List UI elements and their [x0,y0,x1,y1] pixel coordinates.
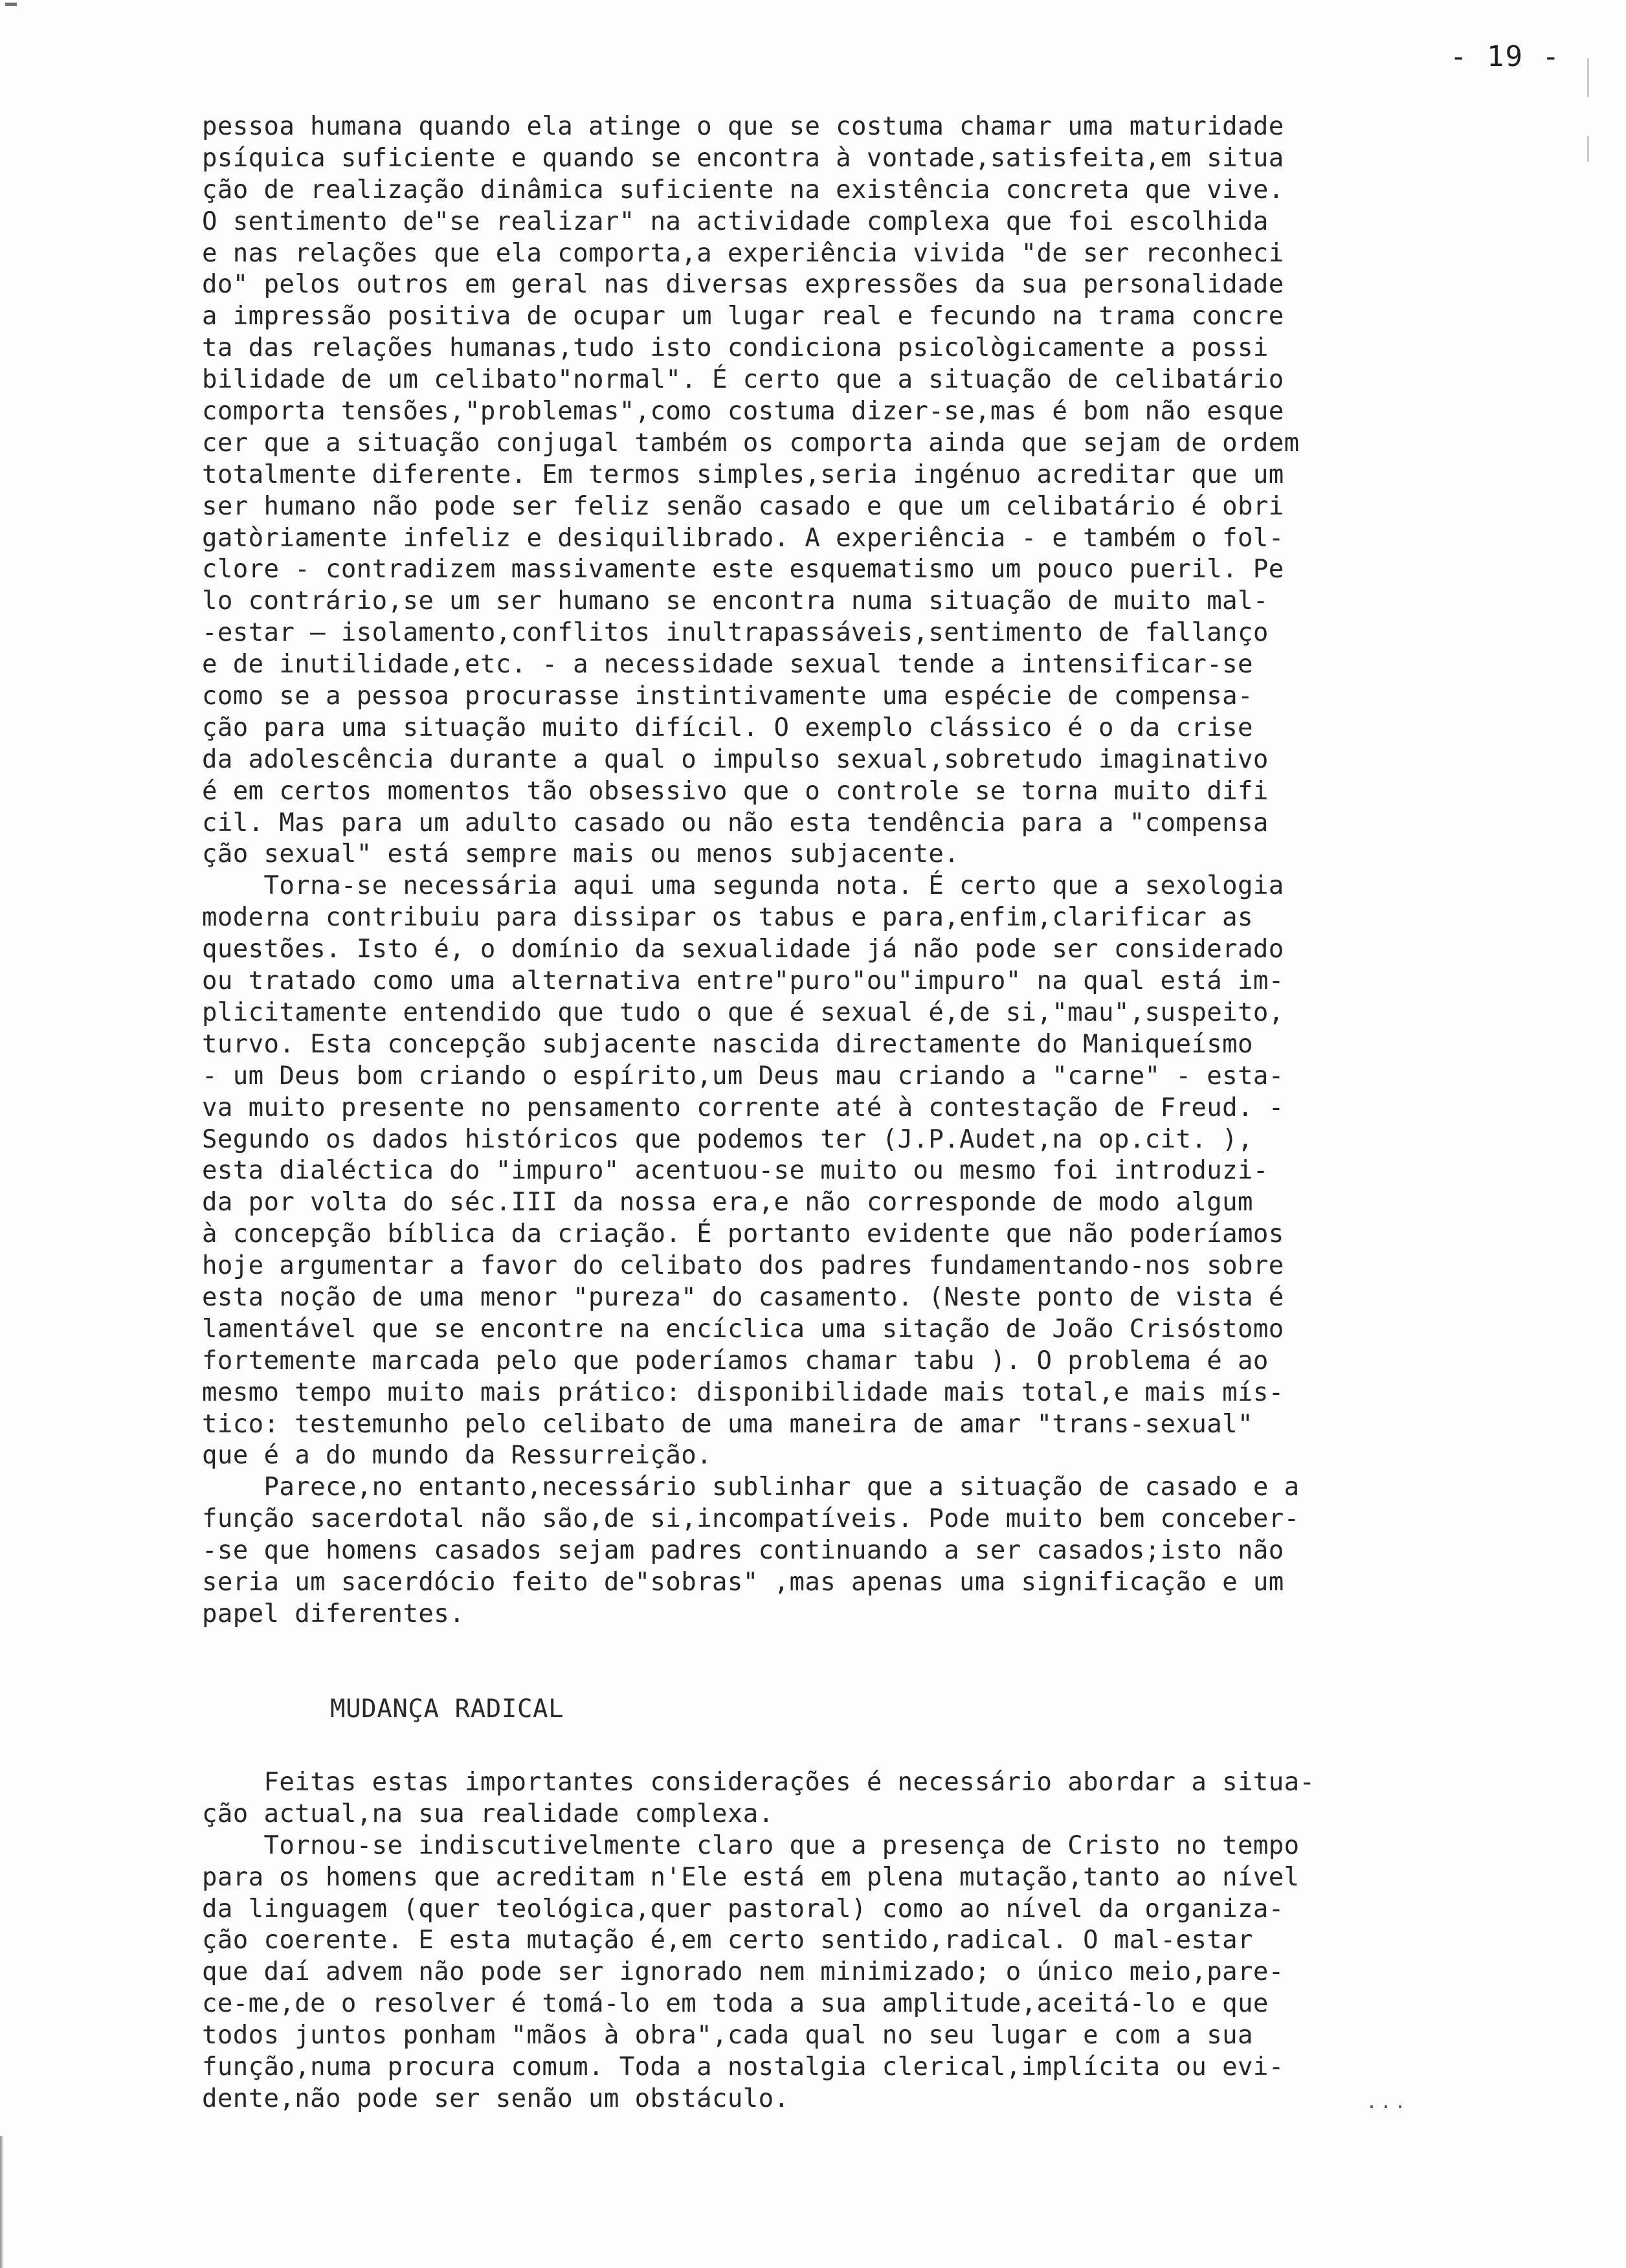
text-line: ce-me,de o resolver é tomá-lo em toda a sua amplitude,aceitá-lo e que [202,1989,1269,2019]
text-line: função,numa procura comum. Toda a nostalgia clerical,implícita ou evi- [202,2052,1284,2082]
text-line: O sentimento de"se realizar" na actividade complexa que foi escolhida [202,206,1269,236]
scan-edge [0,2136,4,2268]
text-line: cer que a situação conjugal também os comporta ainda que sejam de ordem [202,428,1300,458]
text-line: totalmente diferente. Em termos simples,seria ingénuo acreditar que um [202,460,1284,489]
text-line: e nas relações que ela comporta,a experiência vivida "de ser reconheci [202,238,1284,268]
text-line: - um Deus bom criando o espírito,um Deus mau criando a "carne" - esta- [202,1061,1284,1091]
page-number: - 19 - [1450,40,1561,73]
margin-tick [1587,136,1589,162]
text-line: da linguagem (quer teológica,quer pastoral) como ao nível da organiza- [202,1894,1284,1924]
text-line: lamentável que se encontre na encíclica uma sitação de João Crisóstomo [202,1314,1284,1344]
text-line: que daí advem não pode ser ignorado nem minimizado; o único meio,pare- [202,1957,1284,1987]
text-line: papel diferentes. [202,1599,465,1629]
text-line: ou tratado como uma alternativa entre"puro"ou"impuro" na qual está im- [202,966,1284,996]
text-line: a impressão positiva de ocupar um lugar real e fecundo na trama concre [202,302,1284,331]
text-line: ser humano não pode ser feliz senão casado e que um celibatário é obri [202,491,1284,521]
text-line: ção de realização dinâmica suficiente na existência concreta que vive. [202,175,1284,205]
text-line: esta dialéctica do "impuro" acentuou-se muito ou mesmo foi introduzi- [202,1156,1269,1186]
text-line: para os homens que acreditam n'Ele está em plena mutação,tanto ao nível [202,1862,1300,1892]
text-line: -estar — isolamento,conflitos inultrapassáveis,sentimento de fallanço [202,618,1269,648]
text-line: hoje argumentar a favor do celibato dos padres fundamentando-nos sobre [202,1251,1284,1281]
text-line: psíquica suficiente e quando se encontra à vontade,satisfeita,em situa [202,143,1284,173]
text-line: todos juntos ponham "mãos à obra",cada qual no seu lugar e com a sua [202,2021,1253,2051]
text-line: ção sexual" está sempre mais ou menos subjacente. [202,839,960,869]
text-line: função sacerdotal não são,de si,incompatíveis. Pode muito bem conceber- [202,1504,1300,1534]
text-line: dente,não pode ser senão um obstáculo. [202,2084,790,2113]
text-line: cil. Mas para um adulto casado ou não esta tendência para a "compensa [202,808,1269,838]
text-line: bilidade de um celibato"normal". É certo que a situação de celibatário [202,365,1284,395]
scan-speck [5,3,17,6]
text-line: plicitamente entendido que tudo o que é sexual é,de si,"mau",suspeito, [202,997,1284,1027]
text-line: da por volta do séc.III da nossa era,e não corresponde de modo algum [202,1188,1253,1217]
text-line: ção actual,na sua realidade complexa. [202,1799,774,1829]
text-line: Parece,no entanto,necessário sublinhar que a situação de casado e a [202,1473,1300,1502]
text-line: Feitas estas importantes considerações é necessário abordar a situa- [202,1768,1315,1797]
text-line: ção coerente. E esta mutação é,em certo sentido,radical. O mal-estar [202,1926,1253,1955]
text-line: gatòriamente infeliz e desiquilibrado. A experiência - e também o fol- [202,523,1284,553]
text-line: do" pelos outros em geral nas diversas expressões da sua personalidade [202,270,1284,300]
text-line: -se que homens casados sejam padres continuando a ser casados;isto não [202,1536,1284,1566]
text-line: como se a pessoa procurasse instintivamente uma espécie de compensa- [202,682,1253,711]
text-line: comporta tensões,"problemas",como costuma dizer-se,mas é bom não esque [202,397,1284,427]
text-line: fortemente marcada pelo que poderíamos chamar tabu ). O problema é ao [202,1346,1269,1375]
text-line: va muito presente no pensamento corrente até à contestação de Freud. - [202,1093,1284,1122]
text-line: Segundo os dados históricos que podemos ter (J.P.Audet,na op.cit. ), [202,1124,1253,1154]
text-line: Tornou-se indiscutivelmente claro que a presença de Cristo no tempo [202,1830,1300,1860]
text-line: esta noção de uma menor "pureza" do casamento. (Neste ponto de vista é [202,1282,1284,1312]
text-line: turvo. Esta concepção subjacente nascida directamente do Maniqueísmo [202,1029,1253,1059]
text-line: ção para uma situação muito difícil. O exemplo clássico é o da crise [202,713,1253,742]
text-line: à concepção bíblica da criação. É portanto evidente que não poderíamos [202,1219,1284,1249]
body-text-part1 [202,111,1529,1630]
text-line: Torna-se necessária aqui uma segunda nota. É certo que a sexologia [202,871,1284,901]
text-line: e de inutilidade,etc. - a necessidade sexual tende a intensificar-se [202,650,1253,680]
text-line: que é a do mundo da Ressurreição. [202,1441,713,1471]
margin-tick [1587,58,1589,97]
section-heading: MUDANÇA RADICAL [330,1695,564,1724]
text-line: moderna contribuiu para dissipar os tabus e para,enfim,clarificar as [202,903,1253,933]
text-line: da adolescência durante a qual o impulso sexual,sobretudo imaginativo [202,744,1269,774]
text-line: clore - contradizem massivamente este esquematismo um pouco pueril. Pe [202,555,1284,584]
text-line: seria um sacerdócio feito de"sobras" ,mas apenas uma significação e um [202,1567,1284,1597]
text-line: pessoa humana quando ela atinge o que se costuma chamar uma maturidade [202,112,1284,141]
text-line: questões. Isto é, o domínio da sexualidade já não pode ser considerado [202,935,1284,964]
body-text-part2 [202,1767,1529,2115]
text-line: é em certos momentos tão obsessivo que o controle se torna muito difi [202,776,1269,806]
text-line: ta das relações humanas,tudo isto condiciona psicològicamente a possi [202,333,1269,363]
text-line: tico: testemunho pelo celibato de uma maneira de amar "trans-sexual" [202,1409,1253,1439]
trailing-mark: ... [1366,2091,1409,2113]
text-line: mesmo tempo muito mais prático: disponibilidade mais total,e mais mís- [202,1377,1284,1407]
text-line: lo contrário,se um ser humano se encontra numa situação de muito mal- [202,586,1269,616]
